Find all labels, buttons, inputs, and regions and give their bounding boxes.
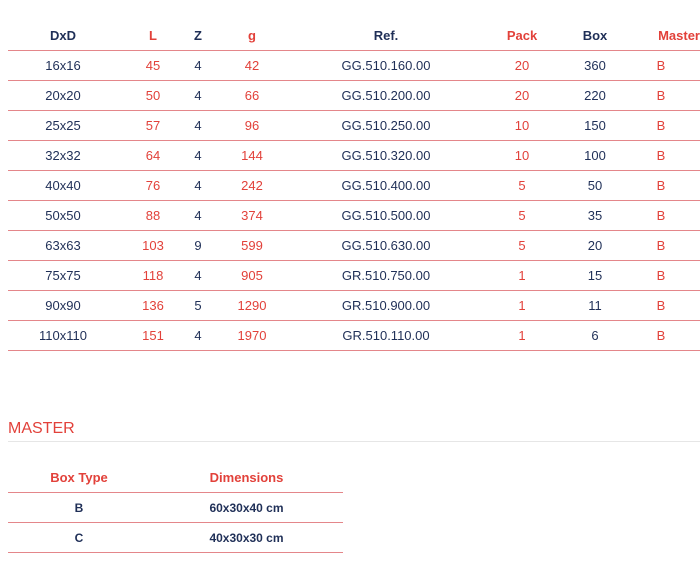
cell-g: 66 [208,81,296,111]
cell-g: 905 [208,261,296,291]
cell-ref: GR.510.750.00 [296,261,476,291]
cell-pack: 10 [476,141,568,171]
cell-ref: GG.510.200.00 [296,81,476,111]
header-g: g [208,20,296,51]
table-row [8,171,700,201]
cell-z: 4 [188,201,208,231]
table-row [8,81,700,111]
cell-g: 242 [208,171,296,201]
spec-header-row [8,20,700,51]
cell-dxd: 25x25 [8,111,118,141]
cell-master: B [622,51,700,81]
header-pack: Pack [476,20,568,51]
cell-z: 4 [188,51,208,81]
cell-dxd: 75x75 [8,261,118,291]
cell-l: 50 [118,81,188,111]
master-header-row [8,462,343,493]
cell-dimensions: 60x30x40 cm [150,493,343,523]
table-row [8,231,700,261]
cell-l: 45 [118,51,188,81]
cell-z: 4 [188,171,208,201]
cell-master: B [622,201,700,231]
cell-dxd: 110x110 [8,321,118,351]
header-dxd: DxD [8,20,118,51]
cell-g: 1970 [208,321,296,351]
cell-box: 360 [568,51,622,81]
cell-ref: GG.510.250.00 [296,111,476,141]
master-table-body [8,493,343,553]
header-z: Z [188,20,208,51]
cell-box-type: C [8,523,150,553]
cell-box-type: B [8,493,150,523]
cell-pack: 5 [476,231,568,261]
cell-ref: GG.510.400.00 [296,171,476,201]
cell-g: 1290 [208,291,296,321]
cell-g: 374 [208,201,296,231]
cell-l: 64 [118,141,188,171]
spec-table [8,20,700,351]
cell-master: B [622,291,700,321]
cell-l: 88 [118,201,188,231]
cell-box: 150 [568,111,622,141]
master-section-title: MASTER [8,420,700,442]
cell-dxd: 63x63 [8,231,118,261]
table-row [8,493,343,523]
cell-l: 57 [118,111,188,141]
cell-pack: 10 [476,111,568,141]
cell-box: 6 [568,321,622,351]
cell-z: 5 [188,291,208,321]
cell-l: 136 [118,291,188,321]
cell-dimensions: 40x30x30 cm [150,523,343,553]
table-row [8,261,700,291]
cell-g: 42 [208,51,296,81]
cell-z: 9 [188,231,208,261]
cell-pack: 1 [476,321,568,351]
cell-g: 144 [208,141,296,171]
cell-ref: GG.510.630.00 [296,231,476,261]
table-row [8,523,343,553]
cell-z: 4 [188,141,208,171]
cell-g: 96 [208,111,296,141]
table-row [8,141,700,171]
cell-l: 118 [118,261,188,291]
cell-l: 103 [118,231,188,261]
cell-ref: GR.510.900.00 [296,291,476,321]
table-row [8,111,700,141]
cell-box: 50 [568,171,622,201]
cell-master: B [622,111,700,141]
cell-z: 4 [188,261,208,291]
cell-box: 100 [568,141,622,171]
table-row [8,321,700,351]
cell-z: 4 [188,111,208,141]
table-row [8,291,700,321]
header-l: L [118,20,188,51]
cell-dxd: 40x40 [8,171,118,201]
cell-g: 599 [208,231,296,261]
master-table [8,462,343,553]
cell-box: 15 [568,261,622,291]
cell-pack: 5 [476,171,568,201]
table-row [8,51,700,81]
cell-dxd: 32x32 [8,141,118,171]
header-box-type: Box Type [8,462,150,493]
cell-master: B [622,81,700,111]
cell-master: B [622,321,700,351]
header-box: Box [568,20,622,51]
cell-box: 35 [568,201,622,231]
cell-master: B [622,261,700,291]
cell-ref: GG.510.160.00 [296,51,476,81]
cell-l: 76 [118,171,188,201]
cell-box: 11 [568,291,622,321]
cell-ref: GG.510.500.00 [296,201,476,231]
cell-ref: GG.510.320.00 [296,141,476,171]
cell-pack: 5 [476,201,568,231]
spec-table-body [8,51,700,351]
cell-l: 151 [118,321,188,351]
cell-pack: 1 [476,261,568,291]
cell-pack: 1 [476,291,568,321]
cell-dxd: 20x20 [8,81,118,111]
header-dimensions: Dimensions [150,462,343,493]
cell-master: B [622,141,700,171]
cell-pack: 20 [476,81,568,111]
cell-box: 20 [568,231,622,261]
cell-master: B [622,171,700,201]
cell-ref: GR.510.110.00 [296,321,476,351]
table-row [8,201,700,231]
cell-master: B [622,231,700,261]
cell-pack: 20 [476,51,568,81]
header-master: Master [622,20,700,51]
cell-dxd: 90x90 [8,291,118,321]
cell-z: 4 [188,81,208,111]
cell-box: 220 [568,81,622,111]
cell-z: 4 [188,321,208,351]
header-ref: Ref. [296,20,476,51]
cell-dxd: 16x16 [8,51,118,81]
cell-dxd: 50x50 [8,201,118,231]
